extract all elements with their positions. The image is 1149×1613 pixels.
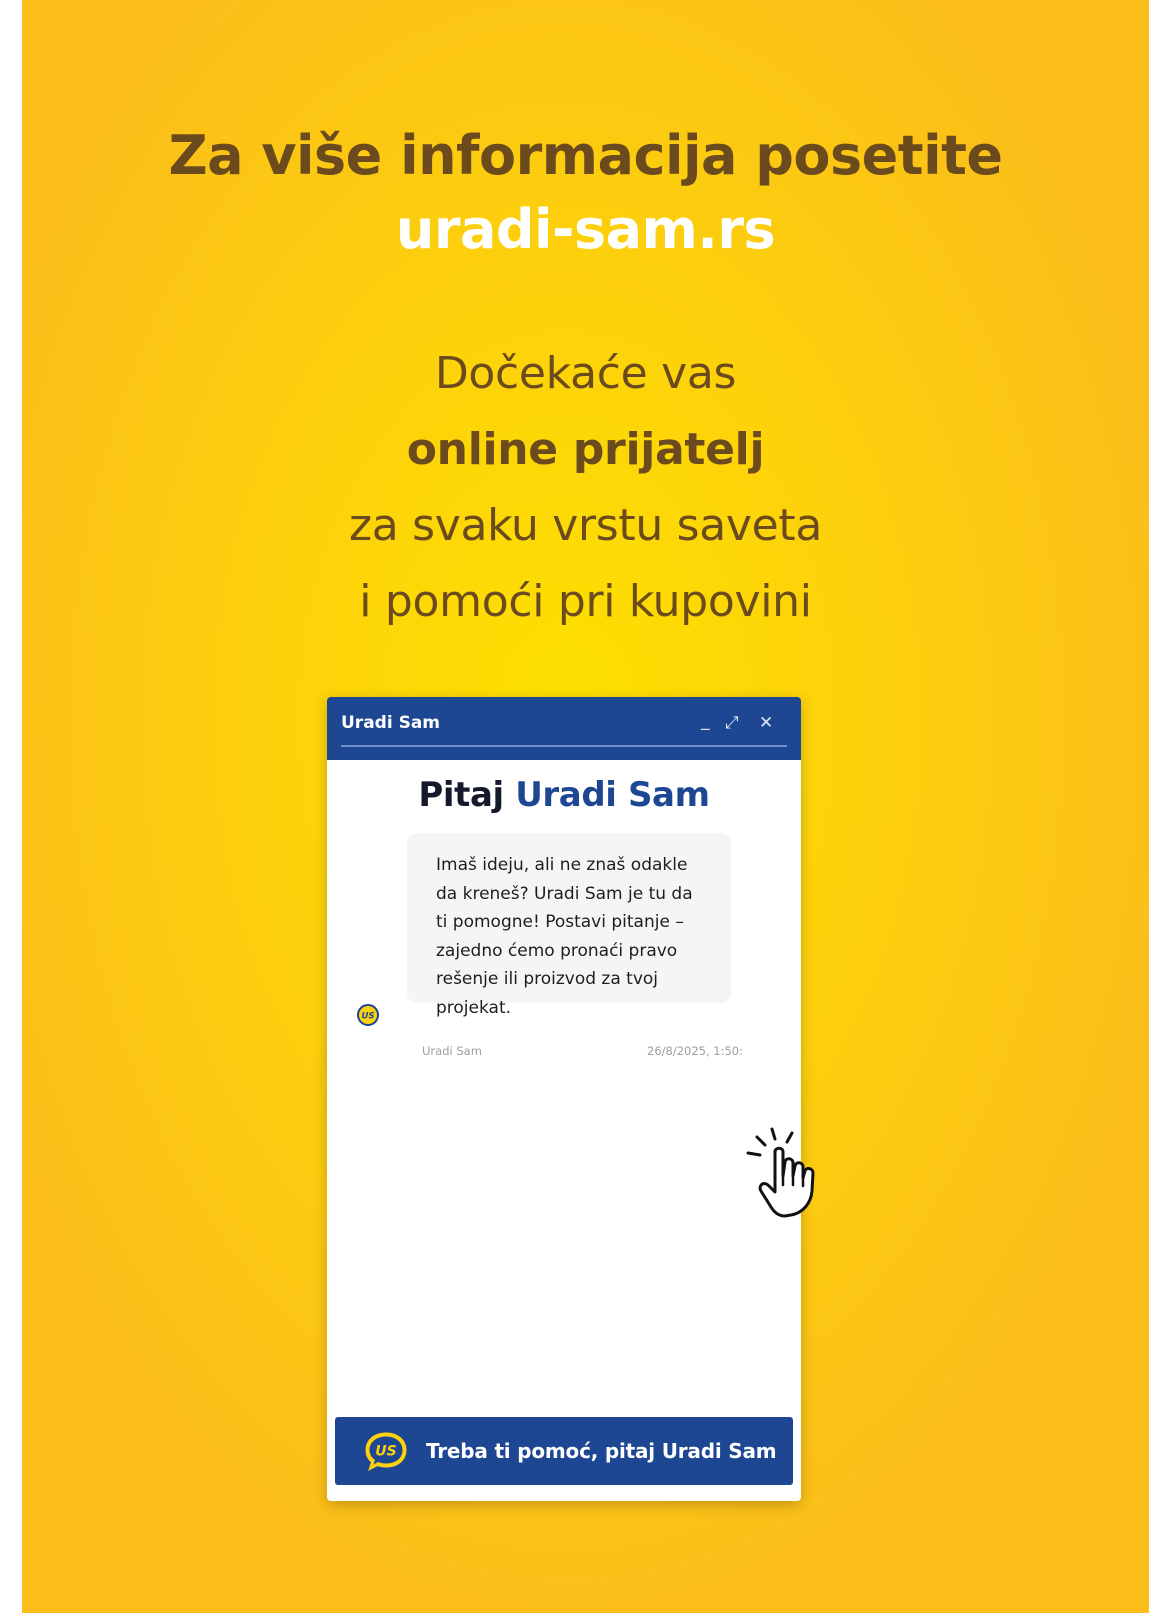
message-line: projekat.: [436, 997, 512, 1018]
message-line: rešenje ili proizvod za tvoj: [436, 969, 659, 989]
minimize-icon[interactable]: _: [701, 711, 710, 731]
close-icon[interactable]: ✕: [759, 713, 774, 733]
tagline-line-3: za svaku vrstu saveta: [348, 500, 823, 551]
header-divider: [341, 745, 787, 747]
message-line: da kreneš? Uradi Sam je tu da: [436, 883, 693, 904]
tagline-line-1: Dočekaće vas: [434, 348, 737, 399]
bot-message-bubble: [407, 833, 731, 1018]
chat-window: [327, 697, 801, 1501]
chat-heading: [327, 775, 801, 815]
headline-website: uradi-sam.rs: [395, 198, 776, 261]
ask-button-label: Treba ti pomoć, pitaj Uradi Sam: [426, 1439, 777, 1463]
chat-heading-pitaj: Pitaj: [418, 775, 504, 815]
message-sender: Uradi Sam: [422, 1044, 482, 1058]
headline-info: Za više informacija posetite: [168, 124, 1003, 187]
message-line: zajedno ćemo pronaći pravo: [436, 940, 678, 961]
message-line: ti pomogne! Postavi pitanje –: [436, 912, 684, 932]
bot-avatar-icon: [357, 1004, 379, 1026]
message-line: Imaš ideju, ali ne znaš odakle: [436, 855, 688, 875]
ask-uradi-sam-button[interactable]: [335, 1417, 793, 1485]
chat-header: [327, 697, 801, 760]
cta-logo-text: US: [375, 1443, 397, 1460]
chat-window-title: Uradi Sam: [341, 713, 441, 733]
tagline-line-4: i pomoći pri kupovini: [359, 576, 812, 627]
bot-avatar-text: US: [361, 1011, 375, 1022]
chat-bubble-logo-icon: [363, 1430, 409, 1472]
expand-icon[interactable]: ⤢: [725, 713, 739, 733]
tagline-line-2: online prijatelj: [406, 424, 765, 475]
chat-heading-brand: Uradi Sam: [515, 775, 710, 815]
pointing-hand-icon: [742, 1125, 852, 1225]
message-timestamp: 26/8/2025, 1:50:: [647, 1044, 743, 1058]
